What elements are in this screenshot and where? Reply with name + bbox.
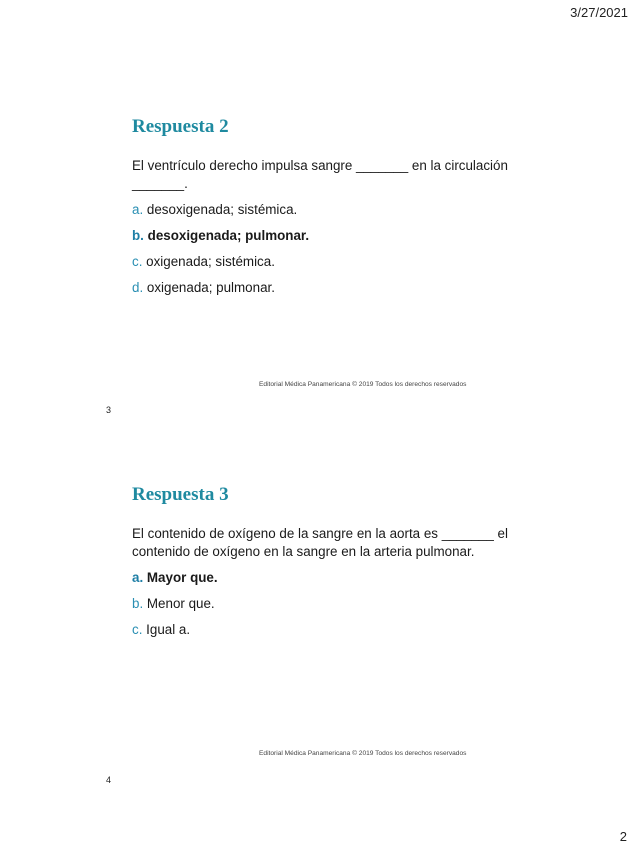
option-a [132, 201, 512, 219]
copyright-footer: Editorial Médica Panamericana © 2019 Todos los derechos reservados [259, 750, 467, 757]
option-letter: d. [132, 280, 144, 295]
option-c [132, 621, 512, 639]
slide-title: Respuesta 3 [132, 484, 229, 505]
option-letter: b. [132, 228, 144, 243]
option-text: desoxigenada; sistémica. [146, 202, 298, 217]
option-text: oxigenada; sistémica. [146, 254, 275, 269]
slide-number: 4 [106, 775, 112, 785]
option-text: Mayor que. [146, 570, 218, 585]
option-text: oxigenada; pulmonar. [146, 280, 275, 295]
option-b [132, 595, 512, 613]
copyright-footer: Editorial Médica Panamericana © 2019 Todos los derechos reservados [259, 381, 467, 388]
option-a-correct [132, 569, 512, 587]
question-text: El contenido de oxígeno de la sangre en la aorta es _______ el contenido de oxígeno en la sangre en la arteria pulmonar. [132, 526, 508, 559]
slide-number: 3 [106, 405, 112, 415]
slide-respuesta-2 [132, 116, 512, 305]
question-text: El ventrículo derecho impulsa sangre _______ en la circulación _______. [132, 158, 508, 191]
option-letter: c. [132, 622, 143, 637]
option-c [132, 253, 512, 271]
option-b-correct [132, 227, 512, 245]
option-text: Igual a. [146, 622, 191, 637]
option-letter: a. [132, 202, 144, 217]
option-letter: a. [132, 570, 144, 585]
option-letter: c. [132, 254, 143, 269]
slide-respuesta-3 [132, 484, 512, 647]
option-text: desoxigenada; pulmonar. [147, 228, 310, 243]
option-text: Menor que. [146, 596, 215, 611]
option-d [132, 279, 512, 297]
page-number: 2 [619, 829, 627, 844]
option-letter: b. [132, 596, 144, 611]
print-date: 3/27/2021 [570, 5, 628, 20]
slide-title: Respuesta 2 [132, 116, 229, 137]
